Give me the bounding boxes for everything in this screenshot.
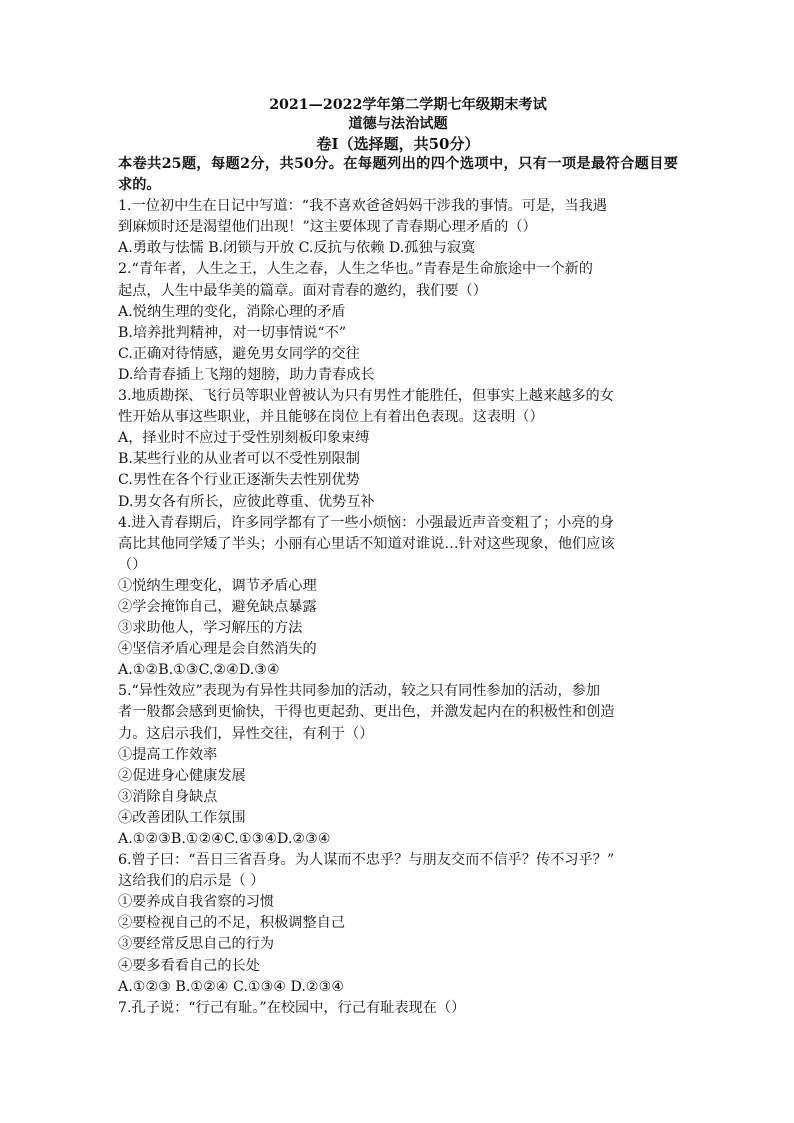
question-option: ③消除自身缺点 bbox=[118, 788, 218, 805]
question-option: D.男女各有所长，应彼此尊重、优势互补 bbox=[118, 493, 375, 510]
question-option: B.某些行业的从业者可以不受性别限制 bbox=[118, 451, 360, 468]
question-stem-line: 这给我们的启示是（ ） bbox=[118, 873, 265, 890]
exam-title: 2021—2022学年第二学期七年级期末考试 bbox=[269, 97, 547, 113]
question-option: ①提高工作效率 bbox=[118, 746, 218, 763]
question-option: ①要养成自我省察的习惯 bbox=[118, 894, 275, 911]
question-stem-line: 者一般都会感到更愉快，干得也更起劲、更出色，并激发起内在的积极性和创造 bbox=[118, 704, 615, 721]
question-option: ②学会掩饰自己，避免缺点暴露 bbox=[118, 598, 317, 615]
question-6 bbox=[118, 850, 678, 998]
question-option: ④坚信矛盾心理是会自然消失的 bbox=[118, 641, 317, 658]
question-stem-line: 6.曾子曰：“吾日三省吾身。为人谋而不忠乎？与朋友交而不信乎？传不习乎？” bbox=[118, 852, 615, 869]
instructions: 本卷共25题，每题2分，共50分。在每题列出的四个选项中，只有一项是最符合题目要求的。 bbox=[118, 156, 678, 194]
question-option: ②促进身心健康发展 bbox=[118, 767, 246, 784]
question-stem-line: 高比其他同学矮了半头；小丽有心里话不知道对谁说…针对这些现象，他们应该 bbox=[118, 535, 615, 552]
question-option: C.男性在各个行业正逐渐失去性别优势 bbox=[118, 472, 360, 489]
question-option: A.①②B.①③C.②④D.③④ bbox=[118, 662, 280, 679]
question-option: A.勇敢与怯懦 B.闭锁与开放 C.反抗与依赖 D.孤独与寂寞 bbox=[118, 240, 476, 257]
question-option: A.悦纳生理的变化，消除心理的矛盾 bbox=[118, 303, 346, 320]
question-list bbox=[118, 196, 678, 1019]
question-option: ③求助他人，学习解压的方法 bbox=[118, 620, 303, 637]
question-stem-line: 力。这启示我们，异性交往，有利于（） bbox=[118, 725, 374, 742]
question-stem-line: 性开始从事这些职业，并且能够在岗位上有着出色表现。这表明（） bbox=[118, 409, 544, 426]
question-option: D.给青春插上飞翔的翅膀，助力青春成长 bbox=[118, 366, 375, 383]
question-stem-line: 4.进入青春期后，许多同学都有了一些小烦恼：小强最近声音变粗了；小亮的身 bbox=[118, 514, 614, 531]
question-stem-line: 1.一位初中生在日记中写道：“我不喜欢爸爸妈妈干涉我的事情。可是，当我遇 bbox=[118, 198, 607, 215]
question-stem-line: 5.“异性效应”表现为有异性共同参加的活动，较之只有同性参加的活动，参加 bbox=[118, 683, 601, 700]
question-option: B.培养批判精神，对一切事情说“不” bbox=[118, 324, 347, 341]
question-stem-line: 到麻烦时还是渴望他们出现！”这主要体现了青春期心理矛盾的（） bbox=[118, 219, 537, 236]
question-7 bbox=[118, 998, 678, 1019]
question-1 bbox=[118, 196, 678, 259]
question-option: ①悦纳生理变化，调节矛盾心理 bbox=[118, 577, 317, 594]
question-stem-line: 3.地质勘探、飞行员等职业曾被认为只有男性才能胜任，但事实上越来越多的女 bbox=[118, 388, 614, 405]
question-option: ④改善团队工作氛围 bbox=[118, 809, 246, 826]
section-title: 卷Ⅰ（选择题，共50分） bbox=[316, 135, 480, 153]
question-option: A.①②③ B.①②④ C.①③④ D.②③④ bbox=[118, 978, 345, 995]
question-3 bbox=[118, 386, 678, 513]
question-option: ④要多看看自己的长处 bbox=[118, 957, 260, 974]
question-4 bbox=[118, 513, 678, 682]
question-2 bbox=[118, 259, 678, 386]
question-option: ③要经常反思自己的行为 bbox=[118, 936, 275, 953]
question-stem-line: 起点，人生中最华美的篇章。面对青春的邀约，我们要（） bbox=[118, 282, 487, 299]
question-stem-line: 2.“青年者，人生之王，人生之春，人生之华也。”青春是生命旅途中一个新的 bbox=[118, 261, 593, 278]
exam-page bbox=[118, 96, 678, 1019]
question-option: A，择业时不应过于受性别刻板印象束缚 bbox=[118, 430, 370, 447]
question-option: C.正确对待情感，避免男女同学的交往 bbox=[118, 345, 360, 362]
question-stem-line: （） bbox=[118, 556, 147, 573]
subject-title: 道德与法治试题 bbox=[348, 116, 448, 132]
question-5 bbox=[118, 681, 678, 850]
question-option: ②要检视自己的不足，积极调整自己 bbox=[118, 915, 346, 932]
question-option: A.①②③B.①②④C.①③④D.②③④ bbox=[118, 831, 331, 847]
question-stem-line: 7.孔子说：“行己有耻。”在校园中，行己有耻表现在（） bbox=[118, 999, 466, 1016]
